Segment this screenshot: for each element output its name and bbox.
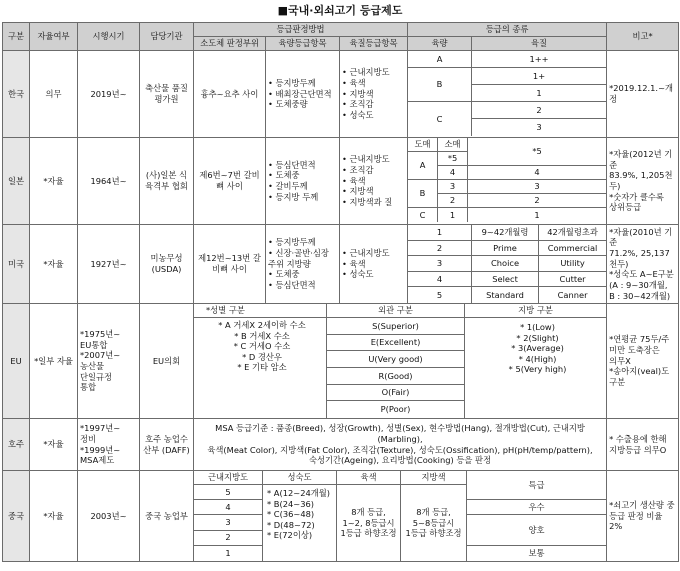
japan-name: 일본 bbox=[3, 138, 30, 225]
usa-yield-grade: 2 bbox=[408, 241, 472, 257]
note-line: 71.2%, 25,137천두) bbox=[609, 248, 670, 269]
japan-note bbox=[607, 138, 679, 225]
korea-agency: 축산물 품질평가원 bbox=[140, 51, 194, 138]
korea-name: 한국 bbox=[3, 51, 30, 138]
list-item: • 근내지방도 bbox=[342, 154, 390, 165]
desc-line: 8개 등급, bbox=[416, 507, 451, 518]
usa-yield-grade: 4 bbox=[408, 272, 472, 288]
header-site: 소도체 판정부위 bbox=[194, 37, 266, 51]
australia-agency: 호주 농업수산부 (DAFF) bbox=[140, 419, 194, 471]
usa-quality-grade: Prime bbox=[472, 241, 539, 257]
note-line: (A : 9~30개월, bbox=[609, 279, 668, 290]
list-item: • 등심단면적 bbox=[268, 279, 316, 290]
china-start: 2003년~ bbox=[78, 471, 140, 562]
note-line: 의무X bbox=[609, 355, 631, 366]
start-line: *1975년~ bbox=[80, 329, 121, 340]
usa-yield-grade: 1 bbox=[408, 225, 472, 241]
usa-quality-grade: Commercial bbox=[539, 241, 606, 257]
korea-yield-grade: C bbox=[408, 102, 472, 136]
list-item: * A(12~24개월) bbox=[267, 488, 331, 498]
list-item: • 도체중 bbox=[268, 170, 300, 181]
korea-quality-grade: 1+ bbox=[472, 68, 606, 85]
row-usa bbox=[3, 225, 679, 304]
header-quality: 육질 bbox=[472, 37, 607, 51]
eu-sex-header: *성별 구분 bbox=[194, 304, 326, 318]
japan-start: 1964년~ bbox=[78, 138, 140, 225]
list-item: * A 거세X 2세이하 수소 bbox=[218, 320, 306, 330]
note-line: *자율(2010년 기준 bbox=[609, 226, 673, 248]
usa-grades bbox=[408, 225, 607, 304]
japan-quality-items bbox=[340, 138, 408, 225]
japan-col-retail: 소매 bbox=[438, 138, 468, 152]
list-item: * 1(Low) bbox=[520, 322, 555, 332]
japan-col-wholesale: 도매 bbox=[408, 138, 438, 152]
header-method: 등급판정방법 bbox=[194, 23, 408, 37]
china-fat-header: 지방색 bbox=[400, 471, 466, 485]
china-mat-header: 성숙도 bbox=[262, 471, 336, 485]
eu-start bbox=[78, 304, 140, 419]
australia-name: 호주 bbox=[3, 419, 30, 471]
note-line: 등급 판정 비율 2% bbox=[609, 510, 663, 532]
usa-quality-grade: Utility bbox=[539, 256, 606, 272]
note-line: *숫자가 클수록 bbox=[609, 191, 664, 202]
australia-mandatory: *자율 bbox=[30, 419, 78, 471]
note-line: B : 30~42개월) bbox=[609, 290, 671, 301]
eu-mandatory: *일부 자율 bbox=[30, 304, 78, 419]
note-line: 미만 도축장은 bbox=[609, 345, 660, 356]
list-item: • 육색 bbox=[342, 78, 366, 89]
list-item: • 등지방 두께 bbox=[268, 191, 319, 202]
note-line: *송아지(veal)도 bbox=[609, 366, 670, 377]
china-marb-value: 1 bbox=[225, 548, 231, 559]
list-item: * D(48~72) bbox=[267, 519, 315, 530]
japan-retail-grade: 1 bbox=[438, 208, 468, 222]
japan-yield-grade: C bbox=[408, 208, 438, 222]
note-line: *성숙도 A~E구분 bbox=[609, 269, 674, 280]
china-marb-value: 2 bbox=[194, 531, 262, 546]
list-item: * C 거세O 수소 bbox=[233, 341, 291, 352]
list-item: • 육색 bbox=[342, 258, 366, 269]
eu-conf-grade: R(Good) bbox=[326, 368, 464, 385]
header-agency: 담당기관 bbox=[140, 23, 194, 51]
desc-line: 1등급 하향조정 bbox=[405, 528, 462, 539]
eu-conf-grade: P(Poor) bbox=[326, 401, 464, 418]
usa-quality-grade: Choice bbox=[472, 256, 539, 272]
usa-quality-grade: Cutter bbox=[539, 272, 606, 288]
list-item: • 신장·골반·심장 bbox=[268, 248, 329, 259]
japan-retail-grade: *5 bbox=[438, 152, 468, 166]
usa-agency: 미농무성 (USDA) bbox=[140, 225, 194, 304]
usa-age-old: 42개월령초과 bbox=[539, 225, 606, 241]
start-line: *1999년~ bbox=[80, 444, 121, 455]
china-mandatory: *자율 bbox=[30, 471, 78, 562]
japan-site: 제6번~7번 갈비뼈 사이 bbox=[194, 138, 266, 225]
header-yield-items: 육량등급항목 bbox=[266, 37, 340, 51]
eu-fat-list bbox=[464, 318, 606, 418]
list-item: • 등지방두께 bbox=[268, 78, 316, 89]
grading-table bbox=[2, 22, 679, 562]
korea-quality-grade: 1 bbox=[472, 85, 606, 102]
list-item: * E(72이상) bbox=[267, 530, 313, 541]
eu-sex-list bbox=[194, 318, 326, 418]
usa-quality-grade: Standard bbox=[472, 287, 539, 303]
start-line: MSA제도 bbox=[80, 455, 115, 466]
list-item: * D 경산우 bbox=[242, 351, 282, 362]
header-quality-items: 육질등급항목 bbox=[340, 37, 408, 51]
list-item: • 근내지방도 bbox=[342, 67, 390, 78]
japan-yield-items bbox=[266, 138, 340, 225]
usa-yield-grade: 3 bbox=[408, 256, 472, 272]
note-line: 상위등급 bbox=[609, 202, 642, 213]
usa-yield-grade: 5 bbox=[408, 287, 472, 303]
list-item: • 등지방두께 bbox=[268, 237, 316, 248]
china-note bbox=[607, 471, 679, 562]
usa-yield-items bbox=[266, 225, 340, 304]
list-item: 주위 지방량 bbox=[268, 258, 311, 269]
china-color-header: 육색 bbox=[336, 471, 400, 485]
korea-site: 흉추~요추 사이 bbox=[194, 51, 266, 138]
start-line: 정비 bbox=[80, 433, 97, 444]
list-item: • 육색 bbox=[342, 175, 366, 186]
japan-retail-grade: 3 bbox=[438, 180, 468, 194]
china-color-desc bbox=[336, 485, 400, 561]
list-item: • 배최장근단면적 bbox=[268, 88, 332, 99]
desc-line: 8개 등급, bbox=[351, 507, 386, 518]
korea-yield-grade: A bbox=[408, 51, 472, 68]
row-eu bbox=[3, 304, 679, 419]
row-korea bbox=[3, 51, 679, 138]
usa-note bbox=[607, 225, 679, 304]
list-item: • 지방색과 질 bbox=[342, 196, 393, 207]
eu-classification bbox=[194, 304, 607, 419]
list-item: • 성숙도 bbox=[342, 269, 374, 280]
eu-agency: EU의회 bbox=[140, 304, 194, 419]
list-item: * 3(Average) bbox=[511, 343, 564, 354]
desc-line: 1~2, 8등급시 bbox=[342, 517, 395, 528]
china-grade: 특급 bbox=[466, 471, 606, 500]
usa-quality-items bbox=[340, 225, 408, 304]
list-item: * B 거세X 수소 bbox=[234, 330, 290, 341]
msa-line: MSA 등급기준 : 품종(Breed), 성장(Growth), 성별(Sex), 현수방법(Hang), 절개방법(Cut), 근내지방(Marbling), bbox=[215, 423, 585, 444]
japan-retail-grade: 1 bbox=[534, 209, 540, 220]
eu-conf-grade: S(Superior) bbox=[326, 318, 464, 335]
eu-conf-header: 외관 구분 bbox=[326, 304, 464, 318]
japan-retail-grade: 3 bbox=[468, 180, 606, 194]
china-mat-list bbox=[262, 485, 336, 561]
china-grade: 보통 bbox=[466, 546, 606, 561]
start-line: 농산물 bbox=[80, 361, 105, 371]
list-item: * B(24~36) bbox=[267, 498, 315, 509]
china-marb-value: 4 bbox=[194, 500, 262, 515]
start-line: 단일규정 bbox=[80, 371, 113, 382]
korea-quality-grade: 2 bbox=[472, 102, 606, 119]
msa-line: 숙성기간(Ageing), 요리방법(Cooking) 등을 판정 bbox=[308, 455, 492, 466]
note-line: *연평균 75두/주 bbox=[609, 334, 670, 345]
note-line: 83.9%, 1,205천두) bbox=[609, 170, 673, 191]
list-item: • 지방색 bbox=[342, 88, 374, 99]
korea-note: *2019.12.1.~개정 bbox=[607, 51, 679, 138]
list-item: * E 기타 암소 bbox=[237, 362, 287, 373]
japan-yield-grade: A bbox=[408, 152, 438, 180]
japan-retail-grade: 2 bbox=[468, 194, 606, 208]
usa-quality-grade: Select bbox=[472, 272, 539, 288]
china-marb-value: 3 bbox=[194, 515, 262, 530]
note-line: 구분 bbox=[609, 376, 626, 387]
korea-quality-grade: 3 bbox=[536, 122, 542, 133]
china-grade: 우수 bbox=[466, 500, 606, 515]
korea-yield-grade: B bbox=[408, 68, 472, 102]
usa-quality-grade: Canner bbox=[557, 289, 588, 300]
list-item: * 2(Slight) bbox=[516, 332, 559, 343]
note-line: * 수출용에 한해 bbox=[609, 433, 667, 444]
list-item: * 5(Very high) bbox=[508, 364, 567, 375]
header-yield: 육량 bbox=[408, 37, 472, 51]
header-kind: 등급의 종류 bbox=[408, 23, 607, 37]
korea-mandatory: 의무 bbox=[30, 51, 78, 138]
china-agency: 중국 농업부 bbox=[140, 471, 194, 562]
list-item: • 도체중량 bbox=[268, 99, 308, 110]
korea-quality-items bbox=[340, 51, 408, 138]
start-line: EU통합 bbox=[80, 339, 108, 350]
usa-mandatory: *자율 bbox=[30, 225, 78, 304]
list-item: * C(36~48) bbox=[267, 509, 315, 520]
eu-conf-grade: O(Fair) bbox=[326, 385, 464, 402]
list-item: • 지방색 bbox=[342, 186, 374, 197]
korea-grades bbox=[408, 51, 607, 138]
japan-retail-grade: 4 bbox=[438, 166, 468, 180]
usa-name: 미국 bbox=[3, 225, 30, 304]
row-japan bbox=[3, 138, 679, 225]
page-title: ■국내·외쇠고기 등급제도 bbox=[277, 4, 403, 17]
eu-conf-grade: U(Very good) bbox=[326, 351, 464, 368]
japan-yield-grade: B bbox=[408, 180, 438, 208]
header-note: 비고* bbox=[607, 23, 679, 51]
usa-start: 1927년~ bbox=[78, 225, 140, 304]
japan-retail-grade: 2 bbox=[438, 194, 468, 208]
desc-line: 5~8등급시 bbox=[412, 517, 455, 528]
list-item: * 4(High) bbox=[518, 353, 557, 364]
list-item: • 조직감 bbox=[342, 99, 374, 110]
china-fat-desc bbox=[400, 485, 466, 561]
start-line: 통합 bbox=[80, 382, 97, 393]
desc-line: 1등급 하향조정 bbox=[340, 528, 397, 539]
start-line: *1997년~ bbox=[80, 423, 121, 434]
australia-note bbox=[607, 419, 679, 471]
list-item: • 갈비두께 bbox=[268, 181, 308, 191]
china-grading bbox=[194, 471, 607, 562]
eu-conf-grade: E(Excellent) bbox=[326, 335, 464, 352]
eu-note bbox=[607, 304, 679, 419]
msa-line: 육색(Meat Color), 지방색(Fat Color), 조직감(Texture), 성숙도(Ossification), pH(pH/temp/pattern), bbox=[207, 444, 593, 455]
eu-name: EU bbox=[3, 304, 30, 419]
list-item: • 도체중 bbox=[268, 269, 300, 280]
start-line: *2007년~ bbox=[80, 350, 121, 361]
note-line: *자율(2012년 기준 bbox=[609, 149, 673, 170]
korea-yield-items bbox=[266, 51, 340, 138]
usa-age-young: 9~42개월령 bbox=[472, 225, 539, 241]
china-marb-value: 5 bbox=[194, 485, 262, 500]
china-grade: 양호 bbox=[466, 515, 606, 545]
korea-quality-grade: 1++ bbox=[472, 51, 606, 68]
list-item: • 등심단면적 bbox=[268, 159, 316, 170]
japan-retail-grade: *5 bbox=[468, 138, 606, 166]
australia-msa bbox=[194, 419, 607, 471]
japan-grades bbox=[408, 138, 607, 225]
japan-mandatory: *자율 bbox=[30, 138, 78, 225]
list-item: • 성숙도 bbox=[342, 109, 374, 120]
row-australia bbox=[3, 419, 679, 471]
japan-agency: (사)일본 식육격부 협회 bbox=[140, 138, 194, 225]
header-gubun: 구분 bbox=[3, 23, 30, 51]
note-line: 지방등급 의무O bbox=[609, 444, 667, 455]
list-item: • 근내지방도 bbox=[342, 248, 390, 259]
china-name: 중국 bbox=[3, 471, 30, 562]
korea-start: 2019년~ bbox=[78, 51, 140, 138]
japan-retail-grade: 4 bbox=[468, 166, 606, 180]
row-china bbox=[3, 471, 679, 562]
china-marb-header: 근내지방도 bbox=[194, 471, 262, 485]
header-start: 시행시기 bbox=[78, 23, 140, 51]
header-mandatory: 자율여부 bbox=[30, 23, 78, 51]
usa-site: 제12번~13번 갈비뼈 사이 bbox=[194, 225, 266, 304]
eu-fat-header: 지방 구분 bbox=[464, 304, 606, 318]
australia-start bbox=[78, 419, 140, 471]
note-line: *쇠고기 생산량 중 bbox=[609, 500, 675, 511]
list-item: • 조직감 bbox=[342, 165, 374, 176]
